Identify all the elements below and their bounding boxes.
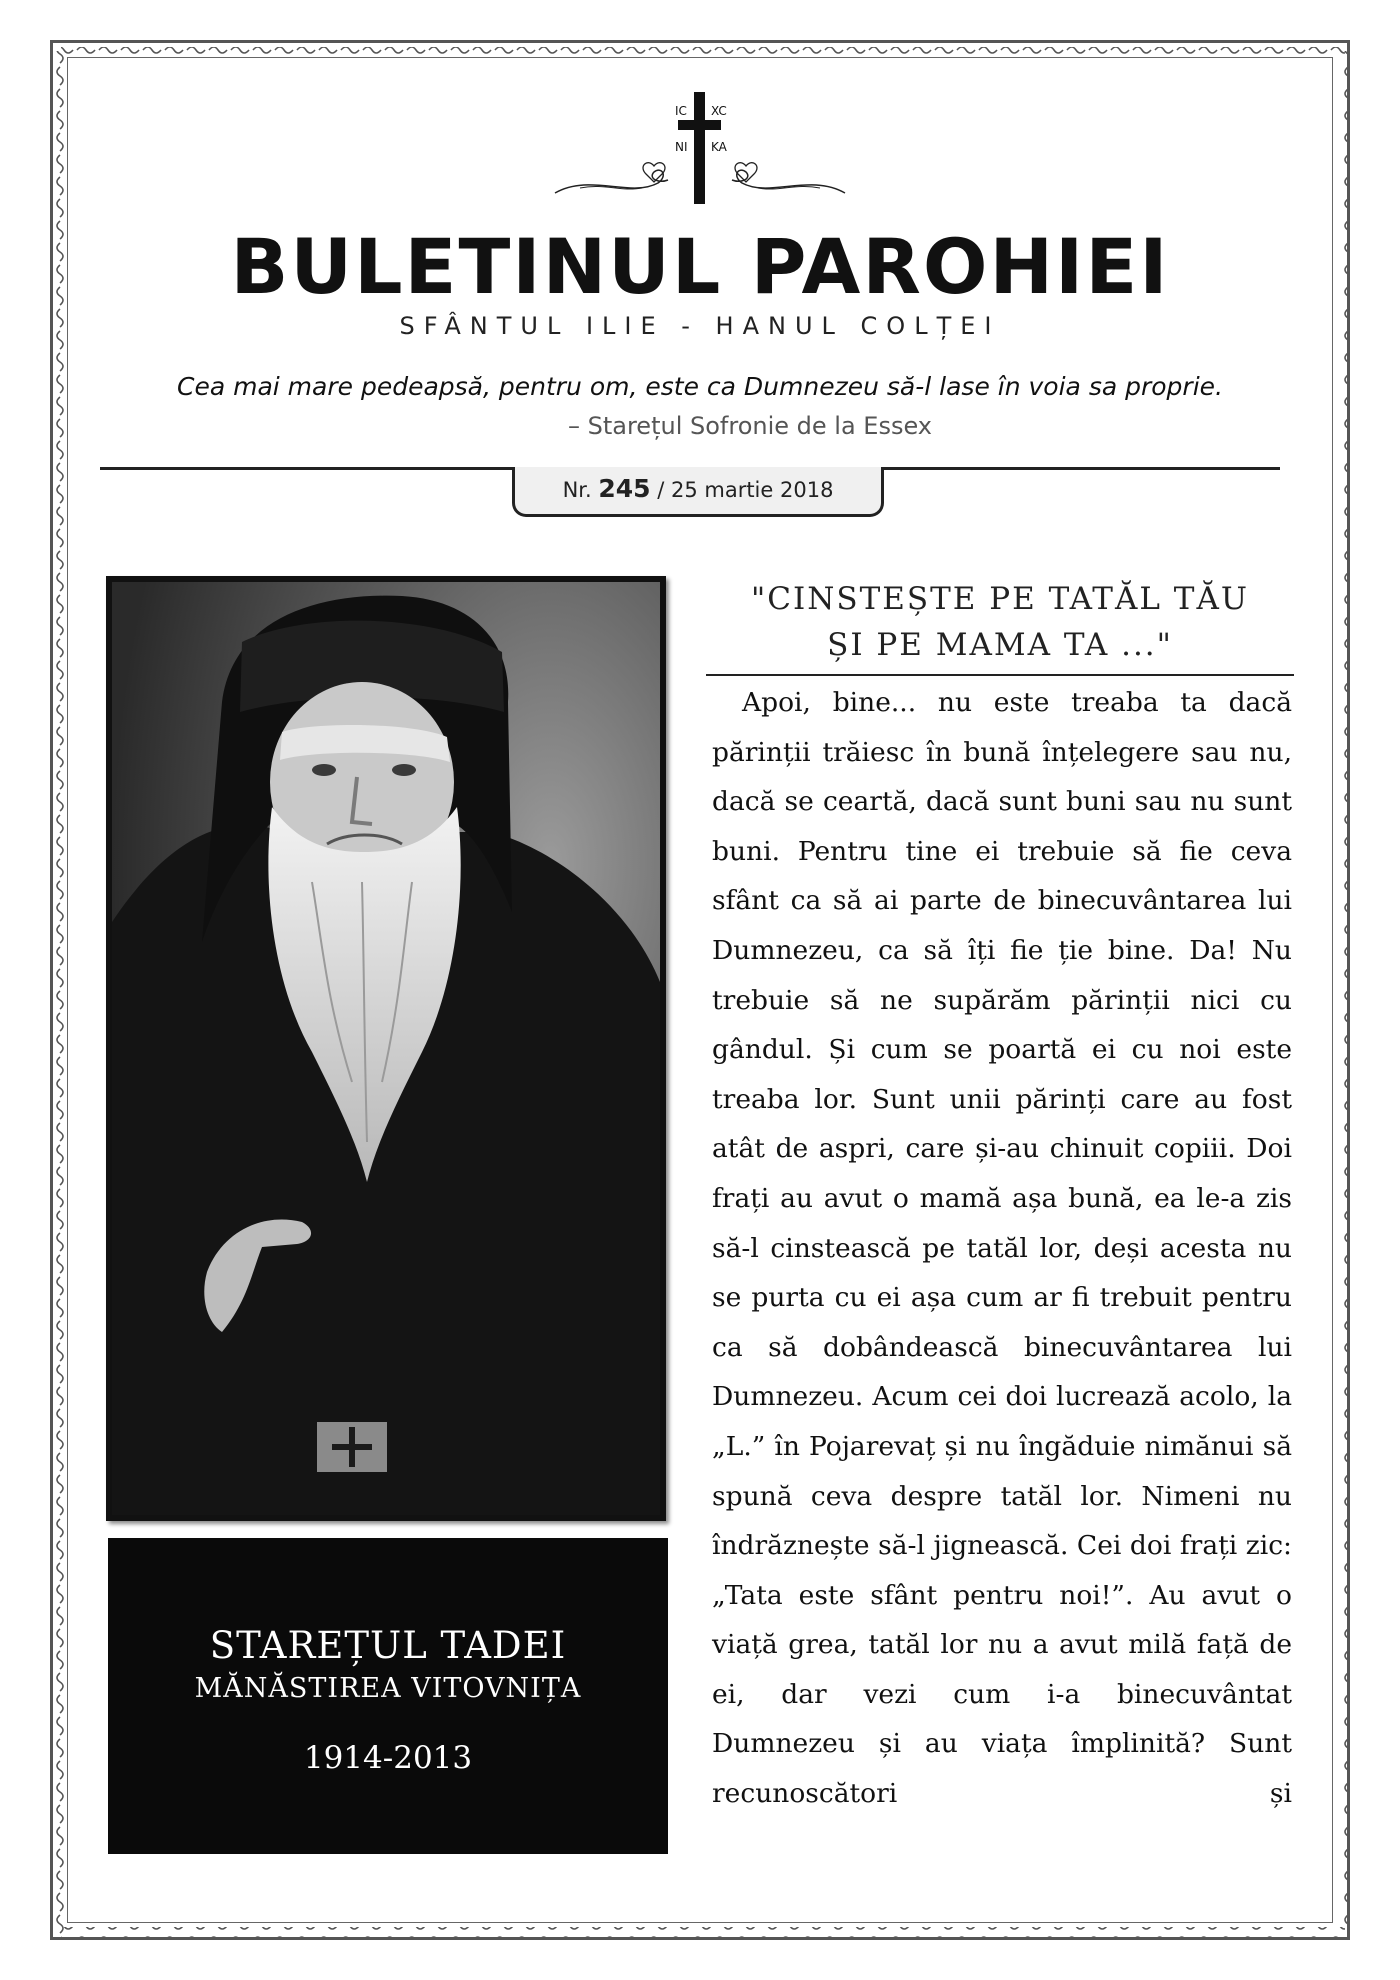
motto-author: – Starețul Sofronie de la Essex <box>567 412 933 440</box>
monk-portrait-illustration <box>112 582 660 1515</box>
emblem-letter-ic: IC <box>675 104 687 118</box>
issue-date: / 25 martie 2018 <box>657 478 834 502</box>
article-body: Apoi, bine... nu este treaba ta dacă părinții trăiesc în bună înțelegere sau nu, dacă se ceartă, dacă sunt buni sau nu sunt buni. Pentru tine ei trebuie să fie ceva sfânt ca să ai parte de binecuvântarea lui Dumnezeu, ca să îți fie ție bine. Da! Nu trebuie să ne supărăm părinții nici cu gândul. Și cum se poartă ei cu noi este treaba lor. Sunt unii părinți care au fost atât de aspri, care și-au chinuit copiii. Doi frați au avut o mamă așa bună, ea le-a zis să-l cinstească pe tatăl lor, deși acesta nu se purta cu ei așa cum ar fi trebuit pentru ca să dobândească binecuvântarea lui Dumnezeu. Acum cei doi lucrează acolo, la „L.” în Pojarevaț și nu îngăduie nimănui să spună ceva despre tatăl lor. Nimeni nu îndrăznește să-l jignească. Cei doi frați zic: „Tata este sfânt pentru noi!”. Au avut o viață grea, tatăl lor nu a avut milă față de ei, dar vezi cum i-a binecuvântat Dumnezeu și au viața împlinită? Sunt recunoscători și <box>712 687 1292 1810</box>
motto-quote: Cea mai mare pedeapsă, pentru om, este ca Dumnezeu să-l lase în voia sa proprie. <box>177 372 1223 401</box>
portrait-caption-box <box>108 1538 668 1854</box>
article-heading-divider <box>706 674 1294 676</box>
article-heading-line-2: ȘI PE MAMA TA ..." <box>827 627 1173 663</box>
portrait-photo <box>106 576 666 1521</box>
header-emblem <box>550 88 850 213</box>
orthodox-cross-icon <box>550 88 850 213</box>
emblem-letter-ni: NI <box>675 140 688 154</box>
article-heading <box>706 576 1294 668</box>
flourish-right-icon <box>732 163 845 193</box>
emblem-letter-ka: KA <box>711 140 727 154</box>
emblem-letter-xc: XC <box>711 104 727 118</box>
issue-number: 245 <box>598 474 651 503</box>
caption-name: STAREȚUL TADEI <box>209 1624 567 1667</box>
caption-monastery: MĂNĂSTIREA VITOVNIȚA <box>194 1673 582 1704</box>
parish-subtitle: SFÂNTUL ILIE - HANUL COLȚEI <box>399 312 1001 340</box>
flourish-left-icon <box>555 163 668 193</box>
article-heading-line-1: "CINSTEȘTE PE TATĂL TĂU <box>751 581 1249 617</box>
caption-years: 1914-2013 <box>303 1740 473 1776</box>
issue-prefix: Nr. <box>562 478 592 502</box>
issue-tab <box>512 467 884 517</box>
bulletin-title: BULETINUL PAROHIEI <box>230 222 1170 311</box>
